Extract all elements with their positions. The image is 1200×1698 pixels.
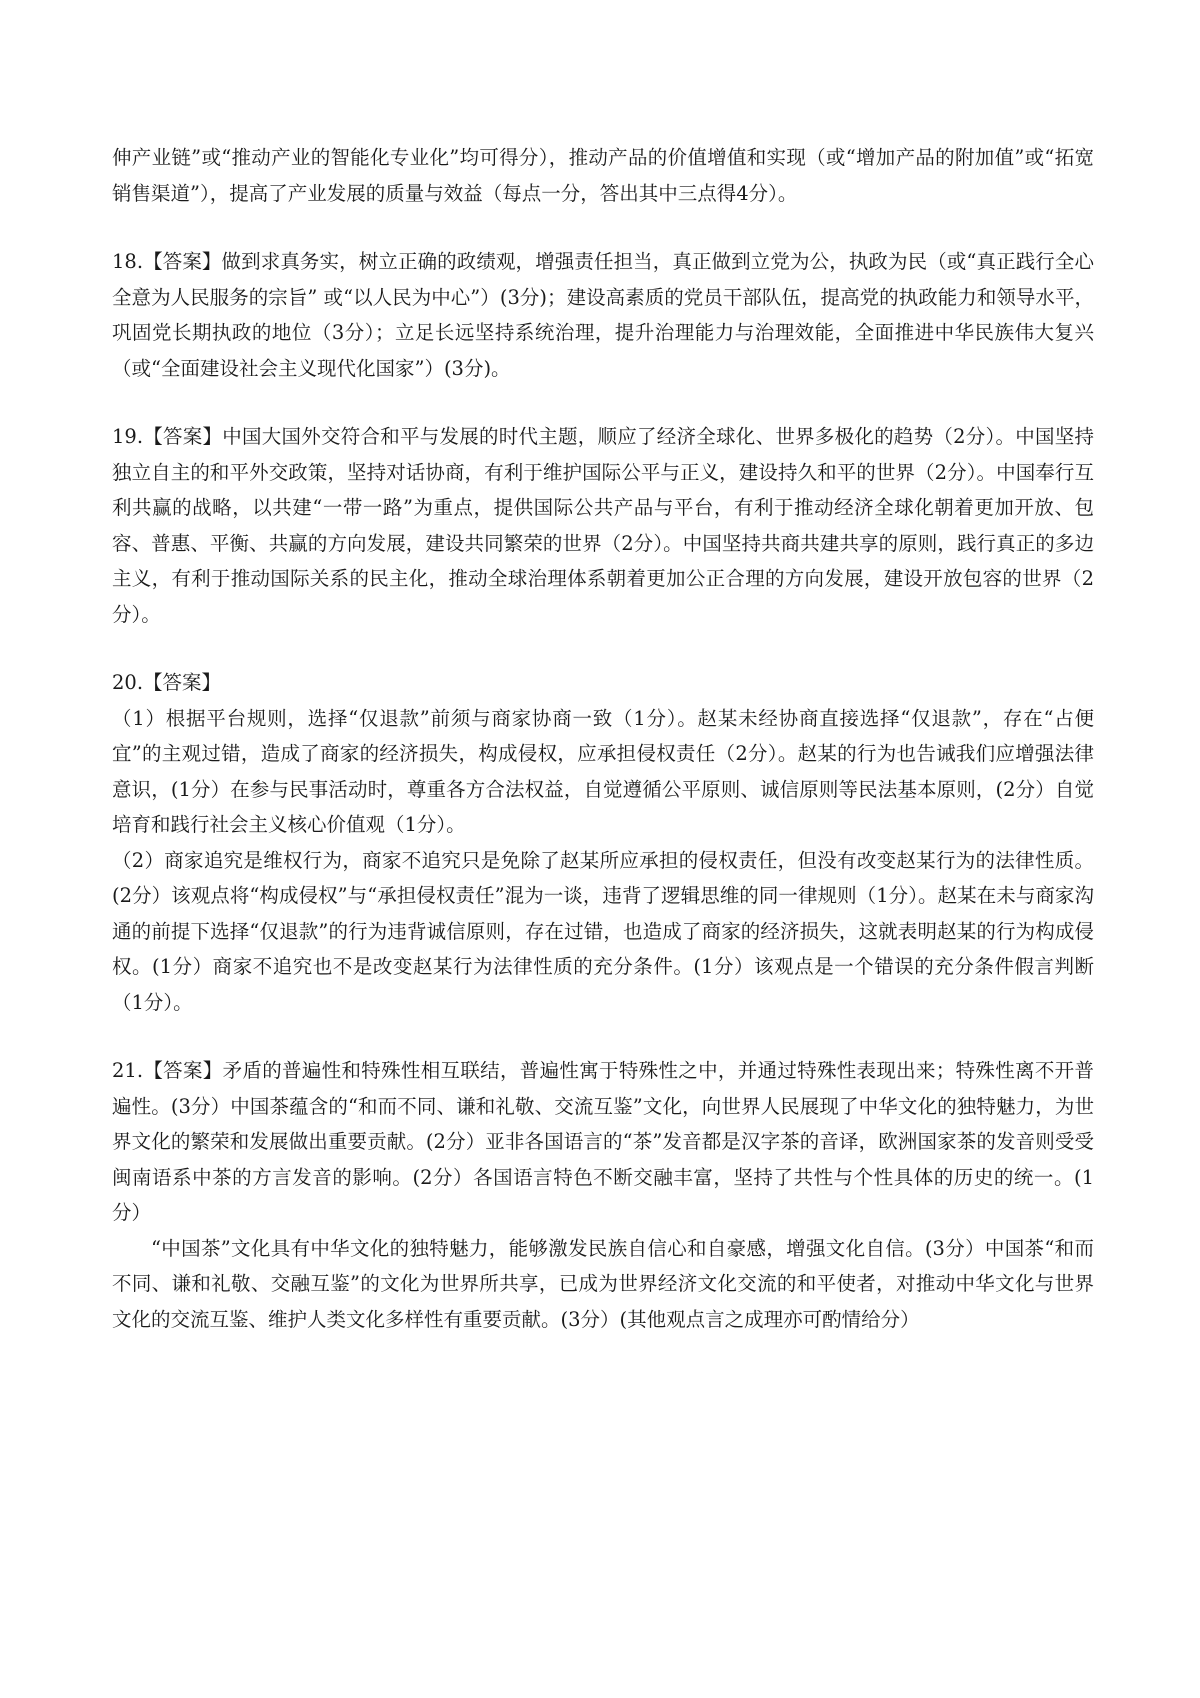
answer-17-continuation: 伸产业链”或“推动产业的智能化专业化”均可得分），推动产品的价值增值和实现（或“增加产品的附加值”或“拓宽销售渠道”），提高了产业发展的质量与效益（每点一分，答出其中三点得4分）。 bbox=[112, 146, 1094, 205]
answer-21-paragraph-1: 21.【答案】矛盾的普遍性和特殊性相互联结，普遍性寓于特殊性之中，并通过特殊性表现出来；特殊性离不开普遍性。(3分）中国茶蕴含的“和而不同、谦和礼敬、交流互鉴”文化，向世界人民展现了中华文化的独特魅力，为世界文化的繁荣和发展做出重要贡献。(2分）亚非各国语言的“茶”发音都是汉字茶的音译，欧洲国家茶的发音则受受闽南语系中茶的方言发音的影响。(2分）各国语言特色不断交融丰富，坚持了共性与个性具体的历史的统一。(1分） bbox=[112, 1059, 1094, 1224]
answer-20 bbox=[112, 665, 1094, 1020]
answer-content bbox=[112, 140, 1094, 1370]
answer-19: 19.【答案】中国大国外交符合和平与发展的时代主题，顺应了经济全球化、世界多极化的趋势（2分）。中国坚持独立自主的和平外交政策，坚持对话协商，有利于维护国际公平与正义，建设持久和平的世界（2分）。中国奉行互利共赢的战略，以共建“一带一路”为重点，提供国际公共产品与平台，有利于推动经济全球化朝着更加开放、包容、普惠、平衡、共赢的方向发展，建设共同繁荣的世界（2分）。中国坚持共商共建共享的原则，践行真正的多边主义，有利于推动国际关系的民主化，推动全球治理体系朝着更加公正合理的方向发展，建设开放包容的世界（2分）。 bbox=[112, 425, 1094, 626]
answer-21 bbox=[112, 1053, 1094, 1337]
answer-20-part-1: （1）根据平台规则，选择“仅退款”前须与商家协商一致（1分）。赵某未经协商直接选择“仅退款”，存在“占便宜”的主观过错，造成了商家的经济损失，构成侵权，应承担侵权责任（2分）。赵某的行为也告诫我们应增强法律意识，(1分）在参与民事活动时，尊重各方合法权益，自觉遵循公平原则、诚信原则等民法基本原则，(2分）自觉培育和践行社会主义核心价值观（1分）。 bbox=[112, 706, 1094, 836]
answer-20-part-2: （2）商家追究是维权行为，商家不追究只是免除了赵某所应承担的侵权责任，但没有改变赵某行为的法律性质。(2分）该观点将“构成侵权”与“承担侵权责任”混为一谈，违背了逻辑思维的同一律规则（1分）。赵某在未与商家沟通的前提下选择“仅退款”的行为违背诚信原则，存在过错，也造成了商家的经济损失，这就表明赵某的行为构成侵权。(1分）商家不追究也不是改变赵某行为法律性质的充分条件。(1分）该观点是一个错误的充分条件假言判断（1分）。 bbox=[112, 848, 1094, 1014]
answer-18: 18.【答案】做到求真务实，树立正确的政绩观，增强责任担当，真正做到立党为公，执政为民（或“真正践行全心全意为人民服务的宗旨” 或“以人民为中心”）(3分)；建设高素质的党员干部队伍，提高党的执政能力和领导水平，巩固党长期执政的地位（3分）；立足长远坚持系统治理，提升治理能力与治理效能，全面推进中华民族伟大复兴（或“全面建设社会主义现代化国家”）(3分)。 bbox=[112, 250, 1094, 380]
answer-21-paragraph-2: “中国茶”文化具有中华文化的独特魅力，能够激发民族自信心和自豪感，增强文化自信。(3分）中国茶“和而不同、谦和礼敬、交融互鉴”的文化为世界所共享，已成为世界经济文化交流的和平使者，对推动中华文化与世界文化的交流互鉴、维护人类文化多样性有重要贡献。(3分）(其他观点言之成理亦可酌情给分） bbox=[112, 1236, 1094, 1331]
answer-20-heading: 20.【答案】 bbox=[112, 671, 222, 694]
